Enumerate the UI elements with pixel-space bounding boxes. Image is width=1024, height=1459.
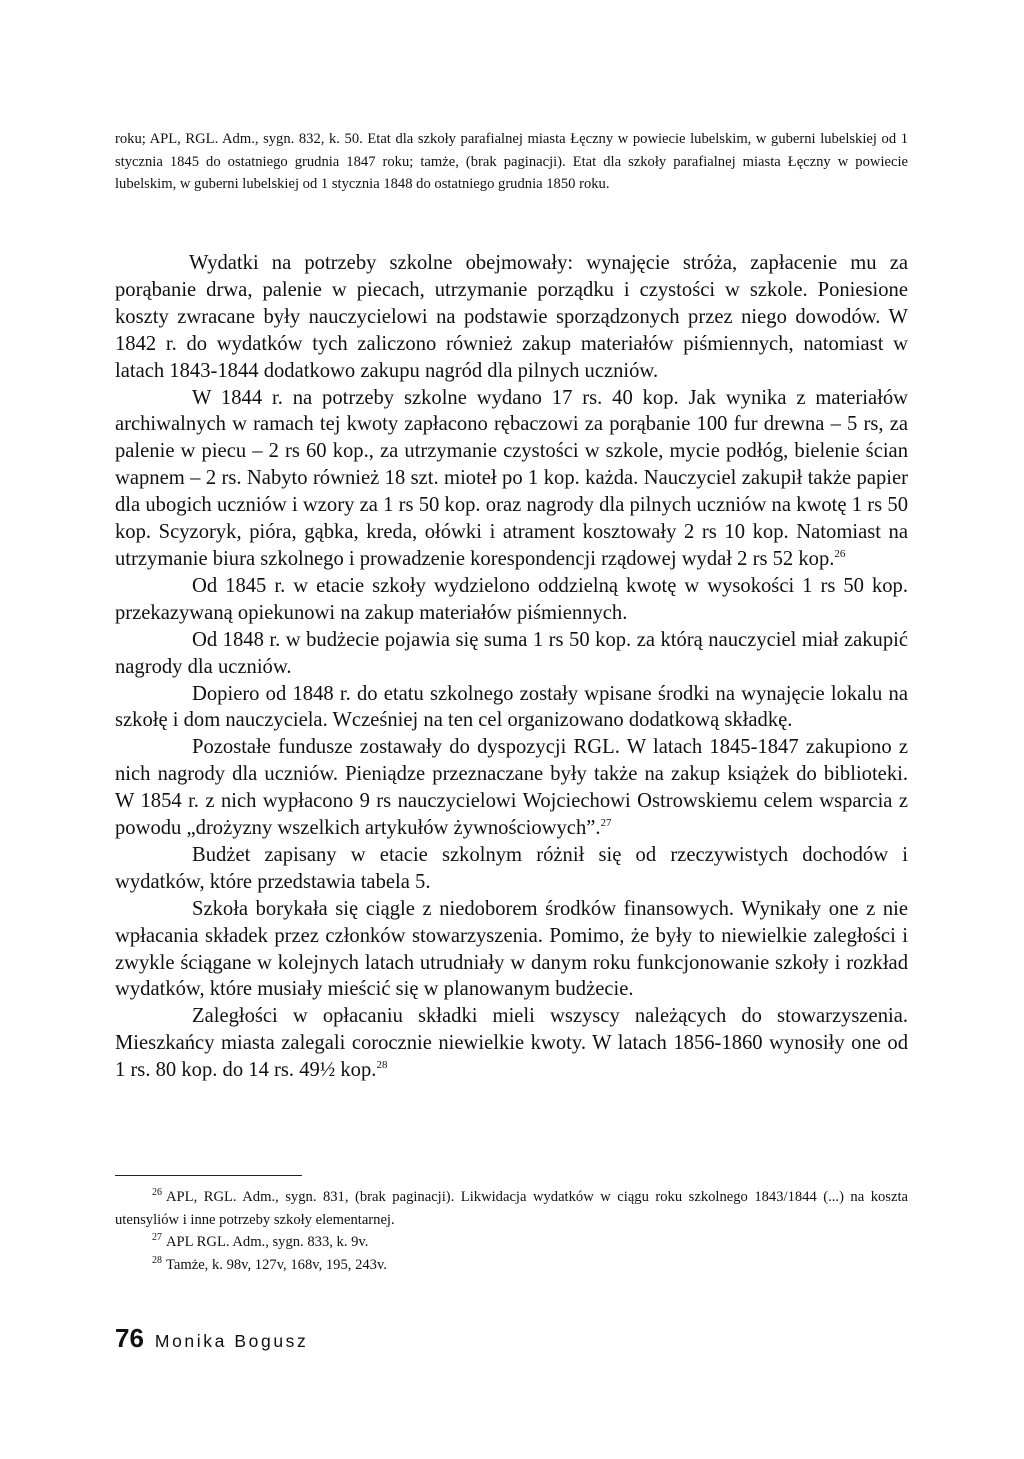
main-text (115, 250, 908, 1084)
paragraph (115, 627, 908, 681)
footnote-text: APL, RGL. Adm., sygn. 831, (brak paginacji). Likwidacja wydatków w ciągu roku szkolnego 1843/1844 (...) na koszta utensyliów i inne potrzeby szkoły elementarnej. (115, 1189, 908, 1228)
page-number: 76 (115, 1323, 144, 1353)
footnote-divider (115, 1175, 302, 1176)
paragraph (115, 842, 908, 896)
paragraph-text: Od 1848 r. w budżecie pojawia się suma 1 rs 50 kop. za którą nauczyciel miał zakupić nagrody dla uczniów. (115, 628, 908, 678)
footnote-ref[interactable]: 28 (376, 1059, 388, 1072)
paragraph-text: Wydatki na potrzeby szkolne obejmowały: wynajęcie stróża, zapłacenie mu za porąbanie drwa, palenie w piecach, utrzymanie porządku i czystości w szkole. Poniesione koszty zwracane były nauczycielowi na podstawie sporządzonych przez niego dowodów. W 1842 r. do wydatków tych zaliczono również zakup materiałów piśmiennych, natomiast w latach 1843-1844 dodatkowo zakupu nagród dla pilnych uczniów. (115, 252, 908, 382)
paragraph-text: Budżet zapisany w etacie szkolnym różnił się od rzeczywistych dochodów i wydatków, które przedstawia tabela 5. (115, 843, 908, 893)
footnote-continuation: roku; APL, RGL. Adm., sygn. 832, k. 50. Etat dla szkoły parafialnej miasta Łęczny w powiecie lubelskim, w guberni lubelskiej od 1 stycznia 1845 do ostatniego grudnia 1847 roku; tamże, (brak paginacji). Etat dla szkoły parafialnej miasta Łęczny w powiecie lubelskim, w guberni lubelskiej od 1 stycznia 1848 do ostatniego grudnia 1850 roku. (115, 131, 908, 192)
footnote-ref[interactable]: 27 (600, 817, 612, 830)
footnote-ref[interactable]: 26 (834, 547, 846, 560)
paragraph-text: Zaległości w opłacaniu składki mieli wszyscy należących do stowarzyszenia. Mieszkańcy miasta zalegali corocznie niewielkie kwoty. W latach 1856-1860 wynosiły one od 1 rs. 80 kop. do 14 rs. 49½ kop. (115, 1005, 908, 1082)
footnote-text: APL RGL. Adm., sygn. 833, k. 9v. (166, 1234, 369, 1251)
paragraph-text: Pozostałe fundusze zostawały do dyspozycji RGL. W latach 1845-1847 zakupiono z nich nagrody dla uczniów. Pieniądze przeznaczane były także na zakup książek do biblioteki. W 1854 r. z nich wypłacono 9 rs nauczycielowi Wojciechowi Ostrowskiemu celem wsparcia z powodu „drożyzny wszelkich artykułów żywnościowych”. (115, 736, 908, 840)
footnote (115, 1231, 908, 1254)
author-name: Monika Bogusz (154, 1331, 309, 1351)
paragraph (115, 1003, 908, 1084)
paragraph-text: W 1844 r. na potrzeby szkolne wydano 17 rs. 40 kop. Jak wynika z materiałów archiwalnych w ramach tej kwoty zapłacono rębaczowi za porąbanie 100 fur drewna – 5 rs, za palenie w piecu – 2 rs 60 kop., za utrzymanie czystości w szkole, mycie podłóg, bielenie ścian wapnem – 2 rs. Nabyto również 18 szt. mioteł po 1 kop. każda. Nauczyciel zakupił także papier dla ubogich uczniów i wzory za 1 rs 50 kop. oraz nagrody dla pilnych uczniów na kwotę 1 rs 50 kop. Scyzoryk, pióra, gąbka, kreda, ołówki i atrament kosztowały 2 rs 10 kop. Natomiast na utrzymanie biura szkolnego i prowadzenie korespondencji rządowej wydał 2 rs 52 kop. (115, 386, 908, 570)
footnote-number: 26 (152, 1187, 162, 1198)
paragraph (115, 681, 908, 735)
paragraph (115, 734, 908, 842)
paragraph (115, 385, 908, 573)
footnotes (115, 1186, 908, 1276)
footnote (115, 1254, 908, 1277)
paragraph (115, 250, 908, 385)
paragraph-text: Dopiero od 1848 r. do etatu szkolnego zostały wpisane środki na wynajęcie lokalu na szkołę i dom nauczyciela. Wcześniej na ten cel organizowano dodatkową składkę. (115, 682, 908, 732)
paragraph (115, 573, 908, 627)
paragraph-text: Szkoła borykała się ciągle z niedoborem środków finansowych. Wynikały one z nie wpłacania składek przez członków stowarzyszenia. Pomimo, że były to niewielkie zaległości i zwykle ściągane w kolejnych latach utrudniały w danym roku funkcjonowanie szkoły i rozkład wydatków, które musiały mieścić się w planowanym budżecie. (115, 897, 908, 1001)
footnote-number: 27 (152, 1232, 162, 1244)
paragraph (115, 896, 908, 1004)
paragraph-text: Od 1845 r. w etacie szkoły wydzielono oddzielną kwotę w wysokości 1 rs 50 kop. przekazywaną opiekunowi na zakup materiałów piśmiennych. (115, 574, 908, 624)
footnote-text: Tamże, k. 98v, 127v, 168v, 195, 243v. (166, 1256, 387, 1273)
footnote-number: 28 (152, 1254, 162, 1266)
page-footer (115, 1323, 308, 1354)
footnote (115, 1186, 908, 1231)
